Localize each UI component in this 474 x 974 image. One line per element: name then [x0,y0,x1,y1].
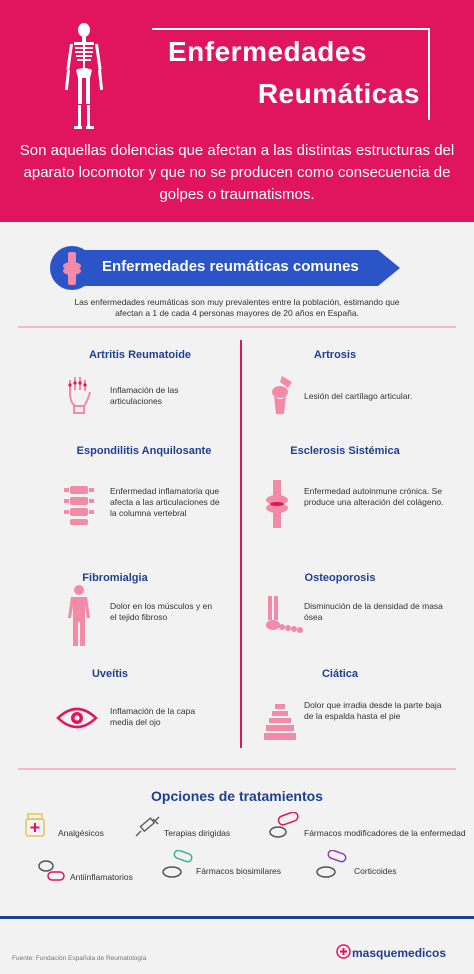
disease-title-ciatica: Ciática [321,668,359,680]
hand-joints-icon [66,374,92,414]
eye-icon [56,706,98,730]
disease-title-fibromialgia: Fibromialgia [82,572,148,584]
page-title-line2: Reumáticas [257,78,420,109]
treatment-antiinflamatorios: Antiinflamatorios [70,872,133,882]
disease-desc-osteoporosis: Disminución de la densidad de masa ósea [304,601,443,622]
disease-title-uveitis: Uveítis [91,668,129,680]
capsule-pill-icon [268,812,302,840]
banner-label: Enfermedades reumáticas comunes [102,258,359,275]
syringe-icon [134,816,160,838]
lower-back-icon [262,702,298,742]
disease-desc-uveitis: Inflamación de la capa media del ojo [110,706,196,727]
source-note: Fuente: Fundación Española de Reumatología [12,955,147,962]
disease-title-artritis: Artritis Reumatoide [88,349,192,361]
disease-title-espondilitis: Espondilitis Anquilosante [76,445,212,457]
disease-title-esclerosis: Esclerosis Sistémica [290,445,400,457]
treatments-title: Opciones de tratamientos [151,788,323,804]
page-title-line1: Enfermedades [168,36,367,67]
treatment-corticoides: Corticoides [354,866,397,876]
treatment-biosimilares: Fármacos biosimilares [196,866,282,876]
knee-icon [266,374,296,416]
spine-icon [62,484,96,526]
disease-desc-esclerosis: Enfermedad autoinmune crónica. Se produce una alteración del colágeno. [304,486,444,507]
divider [18,768,456,770]
treatment-analgesicos: Analgésicos [58,828,104,838]
disease-desc-ciatica: Dolor que irradia desde la parte baja de la espalda hasta el pie [304,700,442,721]
joint-icon [264,478,290,530]
brand-logo-icon [336,944,351,959]
pills-icon [36,858,66,884]
treatment-terapias: Terapias dirigidas [164,828,231,838]
capsule-pill-icon [314,850,348,880]
column-divider [240,340,242,748]
intro-text: Las enfermedades reumáticas son muy prevalentes entre la población, estimando que afectan a 1 de cada 4 personas mayores de 20 años en España. [74,297,400,318]
body-icon [66,584,92,648]
foot-bones-icon [264,594,304,636]
disease-desc-artritis: Inflamación de las articulaciones [110,385,179,406]
disease-title-osteoporosis: Osteoporosis [304,572,376,584]
disease-desc-artrosis: Lesión del cartílago articular. [304,391,413,401]
lead-text: Son aquellas dolencias que afectan a las distintas estructuras del aparato locomotor y que no se producen como consecuencia de golpes o traumatismos. [19,142,455,203]
disease-desc-fibromialgia: Dolor en los músculos y en el tejido fibroso [110,601,213,622]
treatment-modificadores: Fármacos modificadores de la enfermedad [304,828,466,838]
brand-name: masquemedicos [352,946,447,960]
pill-bottle-icon [24,812,46,838]
capsule-pill-icon [160,850,194,880]
footer-divider [0,916,474,919]
skeleton-icon [62,22,106,132]
disease-desc-espondilitis: Enfermedad inflamatoria que afecta a las articulaciones de la columna vertebral [110,486,220,518]
disease-title-artrosis: Artrosis [313,349,357,361]
divider [18,326,456,328]
